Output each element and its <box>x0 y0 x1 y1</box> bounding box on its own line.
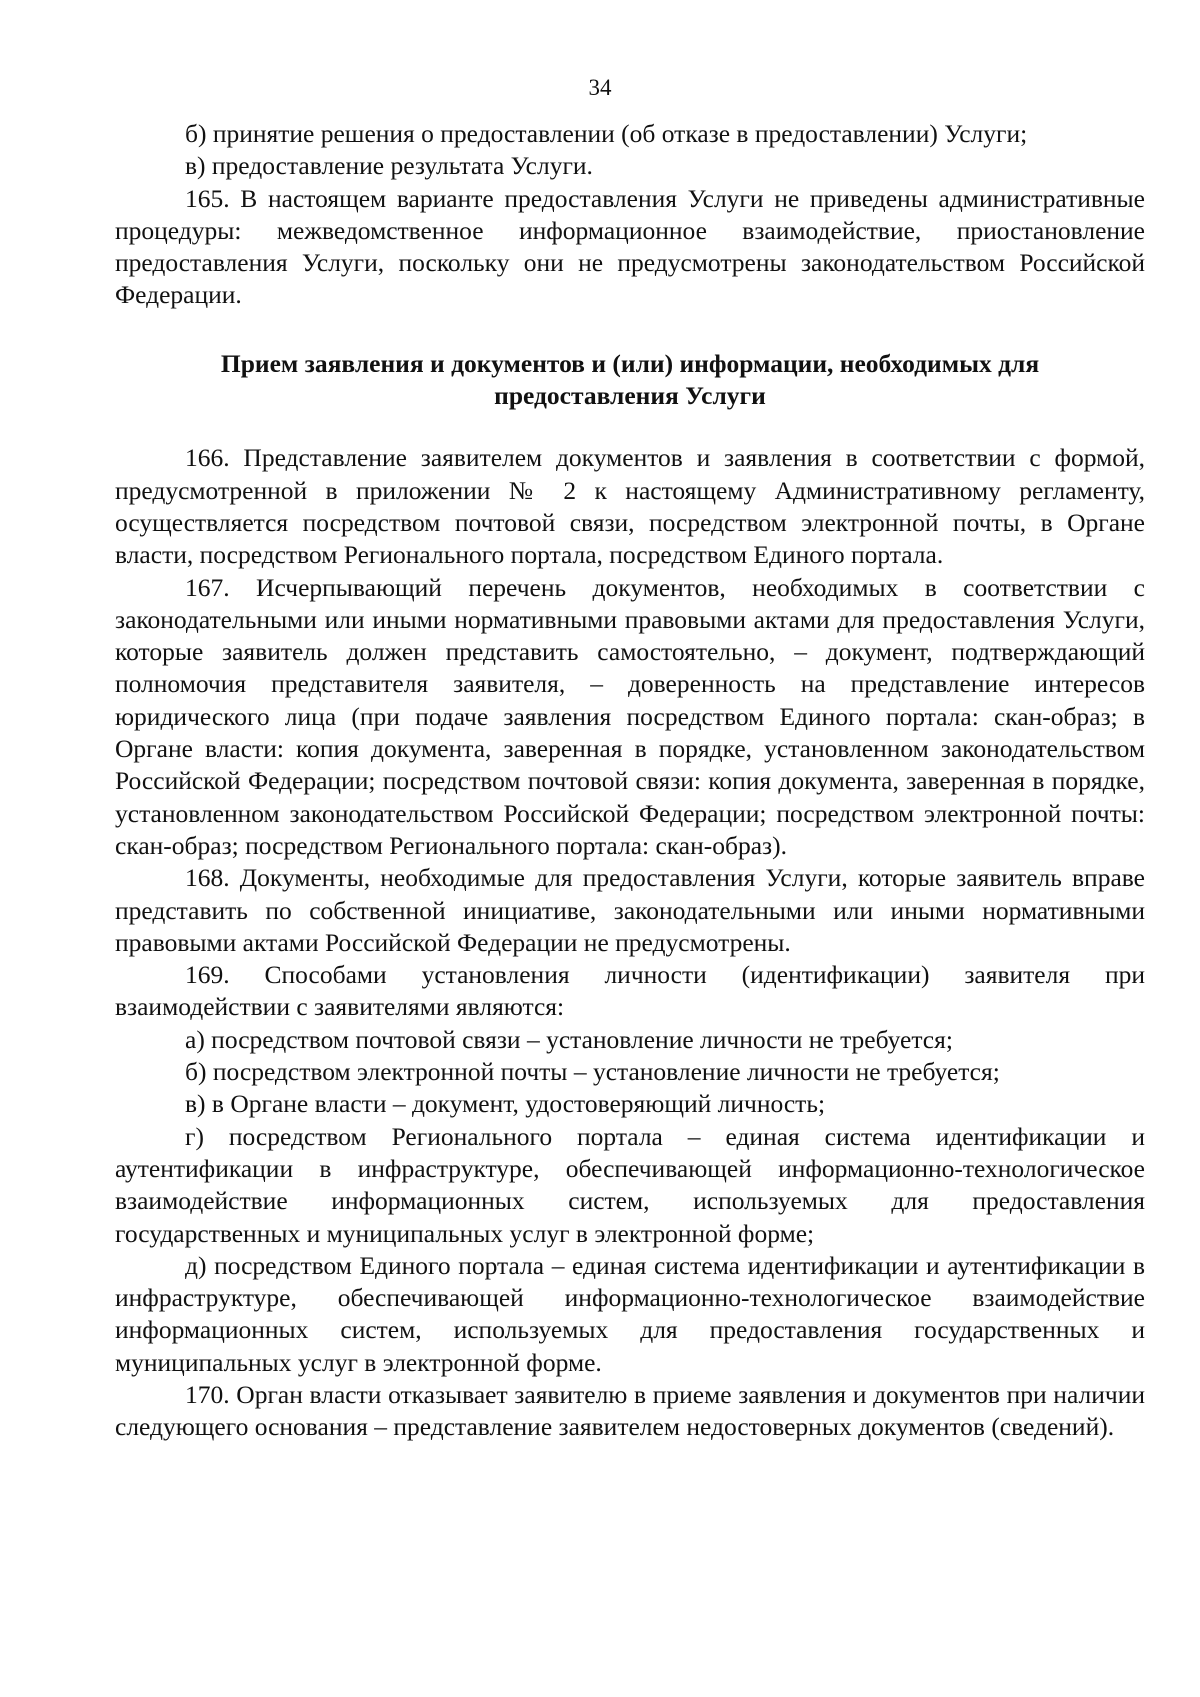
paragraph-169-g: г) посредством Регионального портала – единая система идентификации и аутентификации в инфраструктуре, обеспечивающей информационно-технологическое взаимодействие информационных систем, используемых для предоставления государственных и муниципальных услуг в электронной форме; <box>115 1121 1145 1248</box>
section-heading <box>115 348 1145 413</box>
document-body <box>115 118 1145 1444</box>
paragraph-168: 168. Документы, необходимые для предоставления Услуги, которые заявитель вправе представить по собственной инициативе, законодательными или иными нормативными правовыми актами Российской Федерации не предусмотрены. <box>115 863 1145 957</box>
paragraph-166: 166. Представление заявителем документов и заявления в соответствии с формой, предусмотренной в приложении № 2 к настоящему Административному регламенту, осуществляется посредством почтовой связи, посредством электронной почты, в Органе власти, посредством Регионального портала, посредством Единого портала. <box>115 443 1145 570</box>
paragraph-169-d: д) посредством Единого портала – единая система идентификации и аутентификации в инфраструктуре, обеспечивающей информационно-технологическое взаимодействие информационных систем, используемых для предоставления государственных и муниципальных услуг в электронной форме. <box>115 1250 1145 1377</box>
page-number: 34 <box>588 75 612 100</box>
paragraph-intro-b: б) принятие решения о предоставлении (об отказе в предоставлении) Услуги; <box>185 119 1028 148</box>
section-heading-line-1: Прием заявления и документов и (или) информации, необходимых для <box>220 348 1040 378</box>
paragraph-170: 170. Орган власти отказывает заявителю в приеме заявления и документов при наличии следующего основания – представление заявителем недостоверных документов (сведений). <box>115 1379 1145 1442</box>
paragraph-169-b: б) посредством электронной почты – установление личности не требуется; <box>185 1057 1000 1087</box>
paragraph-165: 165. В настоящем варианте предоставления Услуги не приведены административные процедуры: межведомственное информационное взаимодействие, приостановление предоставления Услуги, поскольку они не предусмотрены законодательством Российской Федерации. <box>115 183 1145 310</box>
section-heading-line-2: предоставления Услуги <box>494 381 766 411</box>
paragraph-intro-v: в) предоставление результата Услуги. <box>185 151 593 181</box>
paragraph-169-a: а) посредством почтовой связи – установление личности не требуется; <box>185 1024 953 1054</box>
paragraph-169: 169. Способами установления личности (идентификации) заявителя при взаимодействии с заявителями являются: <box>115 960 1145 1022</box>
paragraph-167: 167. Исчерпывающий перечень документов, необходимых в соответствии с законодательными или иными нормативными правовыми актами для предоставления Услуги, которые заявитель должен представить самостоятельно, – документ, подтверждающий полномочия представителя заявителя, – доверенность на представление интересов юридического лица (при подаче заявления посредством Единого портала: скан-образ; в Органе власти: копия документа, заверенная в порядке, установленном законодательством Российской Федерации; посредством почтовой связи: копия документа, заверенная в порядке, установленном законодательством Российской Федерации; посредством электронной почты: скан-образ; посредством Регионального портала: скан-образ). <box>115 572 1145 860</box>
paragraph-169-v: в) в Органе власти – документ, удостоверяющий личность; <box>185 1089 826 1119</box>
